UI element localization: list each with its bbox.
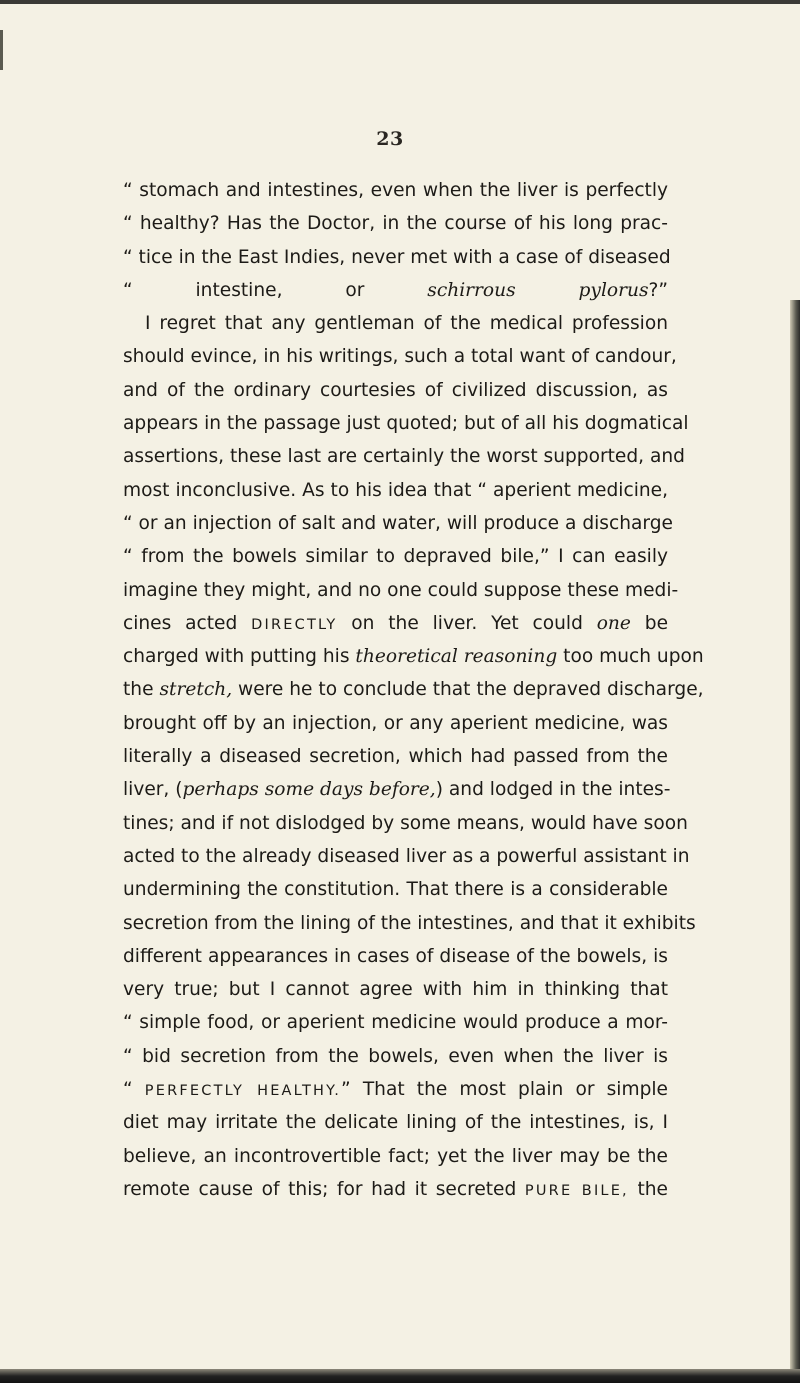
text-run: remote cause of this; for had it secreted [123, 1178, 525, 1200]
text-run: ” That the most plain or simple [341, 1079, 668, 1101]
text-line [123, 907, 696, 940]
text-run: “ healthy? Has the Doctor, in the course of his long prac- [123, 213, 668, 235]
text-run: literally a diseased secretion, which had passed from the [123, 746, 668, 768]
text-run: secretion from the lining of the intestines, and that it exhibits [123, 912, 696, 934]
text-line [123, 540, 668, 573]
text-line [123, 440, 685, 473]
text-line [123, 1140, 668, 1173]
text-line [123, 374, 668, 407]
text-run: “ intestine, or [123, 279, 428, 301]
text-line [123, 340, 677, 373]
text-line [123, 973, 668, 1006]
text-run: “ tice in the East Indies, never met with a case of diseased [123, 246, 671, 268]
small-caps-text: DIRECTLY [251, 616, 338, 633]
text-run: acted to the already diseased liver as a powerful assistant in [123, 845, 690, 867]
text-line [123, 940, 668, 973]
text-run: most inconclusive. As to his idea that “ aperient medicine, [123, 479, 668, 501]
text-line [123, 1106, 668, 1139]
text-line [123, 673, 704, 706]
text-line [123, 174, 668, 207]
text-line [123, 607, 668, 640]
scan-right-edge [790, 300, 800, 1383]
text-run: “ from the bowels similar to depraved bile,” I can easily [123, 546, 668, 568]
body-text [123, 174, 704, 1206]
text-run: imagine they might, and no one could suppose these medi- [123, 579, 679, 601]
text-run: the [628, 1178, 668, 1200]
italic-text: schirrous pylorus [427, 279, 649, 301]
text-line [123, 241, 671, 274]
text-line [123, 474, 668, 507]
text-run: ) and lodged in the intes- [435, 779, 671, 801]
text-run: diet may irritate the delicate lining of the intestines, is, I [123, 1112, 668, 1134]
small-caps-text: PERFECTLY HEALTHY. [144, 1083, 342, 1100]
text-line [123, 773, 671, 806]
text-run: brought off by an injection, or any aperient medicine, was [123, 712, 668, 734]
text-run: I regret that any gentleman of the medical profession [145, 313, 668, 335]
text-line [123, 1006, 668, 1039]
text-run: “ [123, 1079, 145, 1101]
text-run: undermining the constitution. That there is a considerable [123, 879, 668, 901]
italic-text: theoretical reasoning [355, 646, 558, 668]
text-run: liver, ( [123, 779, 183, 801]
italic-text: stretch, [159, 679, 233, 701]
italic-text: perhaps some days before, [182, 779, 436, 801]
text-line [123, 740, 668, 773]
text-line [123, 707, 668, 740]
text-line [123, 640, 704, 673]
text-run: too much upon [557, 646, 704, 668]
text-line [123, 840, 690, 873]
text-line [123, 1173, 668, 1206]
text-run: very true; but I cannot agree with him in thinking that [123, 979, 668, 1001]
text-run: “ simple food, or aperient medicine would produce a mor- [123, 1012, 668, 1034]
page-number: 23 [376, 128, 404, 150]
text-run: on the liver. Yet could [337, 612, 597, 634]
text-line [123, 807, 688, 840]
text-line [123, 574, 679, 607]
text-line [123, 507, 673, 540]
text-run: be [630, 612, 669, 634]
text-run: ?” [648, 279, 669, 301]
text-line [123, 207, 668, 240]
text-run: appears in the passage just quoted; but of all his dogmatical [123, 413, 689, 435]
text-line [123, 1040, 668, 1073]
text-run: cines acted [123, 612, 252, 634]
text-line [123, 1073, 668, 1106]
text-run: “ bid secretion from the bowels, even when the liver is [123, 1045, 668, 1067]
text-run: charged with putting his [123, 646, 356, 668]
text-run: should evince, in his writings, such a total want of candour, [123, 346, 677, 368]
text-run: “ stomach and intestines, even when the liver is perfectly [123, 180, 668, 201]
scan-top-edge [0, 0, 800, 4]
small-caps-text: PURE BILE, [524, 1182, 629, 1199]
text-line [123, 274, 668, 307]
text-line [123, 407, 689, 440]
italic-text: one [596, 612, 631, 634]
text-run: “ or an injection of salt and water, will produce a discharge [123, 512, 673, 534]
scan-left-edge [0, 30, 3, 70]
scan-bottom-edge [0, 1369, 800, 1383]
text-run: assertions, these last are certainly the worst supported, and [123, 446, 685, 468]
text-run: and of the ordinary courtesies of civilized discussion, as [123, 379, 668, 401]
text-run: different appearances in cases of disease of the bowels, is [123, 945, 668, 967]
text-run: believe, an incontrovertible fact; yet the liver may be the [123, 1145, 668, 1167]
text-run: tines; and if not dislodged by some means, would have soon [123, 812, 688, 834]
text-line [123, 307, 668, 340]
text-line [123, 873, 668, 906]
text-run: were he to conclude that the depraved discharge, [232, 679, 704, 701]
text-run: the [123, 679, 160, 701]
